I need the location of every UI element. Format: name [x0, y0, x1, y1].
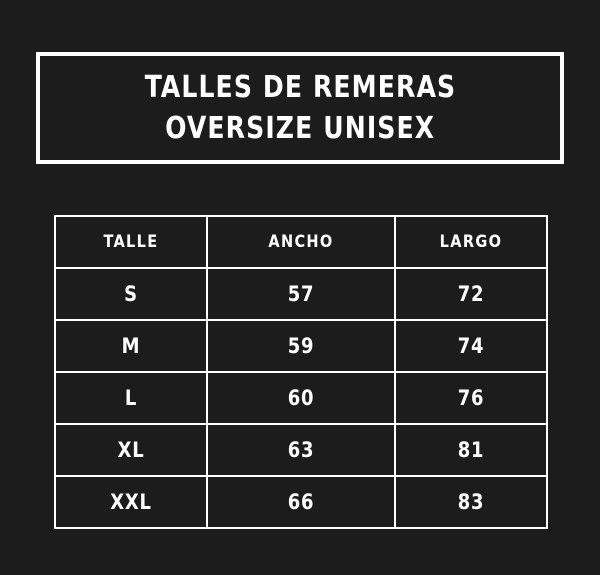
size-table: [54, 215, 548, 529]
cell-ancho: 60: [212, 372, 391, 424]
page-title-line-1: TALLES DE REMERAS: [144, 69, 456, 105]
cell-talle: XL: [59, 424, 203, 476]
cell-talle: M: [59, 320, 203, 372]
cell-largo: 72: [399, 268, 543, 320]
cell-ancho: 66: [212, 476, 391, 528]
title-box: [36, 52, 564, 164]
column-header-largo: LARGO: [399, 216, 543, 268]
column-header-talle: TALLE: [59, 216, 203, 268]
table-row: [55, 320, 547, 372]
cell-talle: XXL: [59, 476, 203, 528]
table-row: [55, 424, 547, 476]
cell-largo: 83: [399, 476, 543, 528]
cell-talle: S: [59, 268, 203, 320]
cell-ancho: 63: [212, 424, 391, 476]
cell-talle: L: [59, 372, 203, 424]
cell-largo: 76: [399, 372, 543, 424]
size-table-container: [54, 215, 546, 529]
cell-ancho: 57: [212, 268, 391, 320]
table-row: [55, 268, 547, 320]
cell-ancho: 59: [212, 320, 391, 372]
page-title-line-2: OVERSIZE UNISEX: [164, 111, 436, 146]
column-header-ancho: ANCHO: [212, 216, 391, 268]
table-body: [55, 268, 547, 528]
cell-largo: 81: [399, 424, 543, 476]
table-header: [55, 216, 547, 268]
table-header-row: [55, 216, 547, 268]
table-row: [55, 476, 547, 528]
table-row: [55, 372, 547, 424]
cell-largo: 74: [399, 320, 543, 372]
